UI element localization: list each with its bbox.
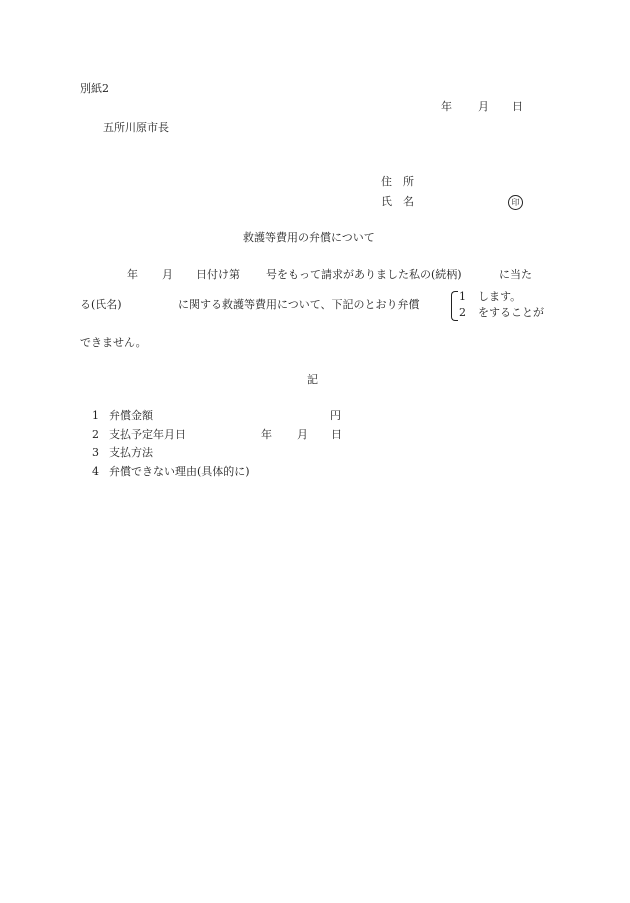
body-year: 年 xyxy=(127,268,138,281)
body-name-label: る(氏名) xyxy=(80,298,122,311)
item2-number: 2 xyxy=(92,428,99,441)
body-line1-end: に当た xyxy=(499,268,532,281)
date-year: 年 xyxy=(441,100,452,113)
option2-number: 2 xyxy=(459,306,466,319)
option-brace xyxy=(451,291,458,321)
body-month: 月 xyxy=(162,268,173,281)
item1-label: 弁償金額 xyxy=(109,409,153,422)
item3-label: 支払方法 xyxy=(109,446,153,459)
name-label: 氏 名 xyxy=(381,195,414,208)
option2-text: をすることが xyxy=(478,306,544,319)
body-number-text: 号をもって請求がありました私の(続柄) xyxy=(266,268,462,281)
address-label: 住 所 xyxy=(381,175,414,188)
item2-day: 日 xyxy=(331,428,342,441)
item2-label: 支払予定年月日 xyxy=(109,428,186,441)
body-line2-text: に関する救護等費用について、下記のとおり弁償 xyxy=(178,298,420,311)
seal-stamp: 印 xyxy=(508,195,523,210)
item1-number: 1 xyxy=(92,409,99,422)
ki-heading: 記 xyxy=(307,373,318,386)
document-title: 救護等費用の弁償について xyxy=(243,231,375,244)
body-day-for: 日付け第 xyxy=(196,268,240,281)
item1-suffix: 円 xyxy=(330,409,341,422)
option1-text: します。 xyxy=(478,290,522,303)
attachment-label: 別紙2 xyxy=(80,82,109,95)
addressee: 五所川原市長 xyxy=(103,121,169,134)
item3-number: 3 xyxy=(92,446,99,459)
date-day: 日 xyxy=(512,100,523,113)
body-line3: できません。 xyxy=(80,336,147,349)
date-month: 月 xyxy=(478,100,489,113)
option1-number: 1 xyxy=(459,290,466,303)
item2-year: 年 xyxy=(261,428,272,441)
item4-label: 弁償できない理由(具体的に) xyxy=(109,465,250,478)
item2-month: 月 xyxy=(297,428,308,441)
item4-number: 4 xyxy=(92,465,99,478)
